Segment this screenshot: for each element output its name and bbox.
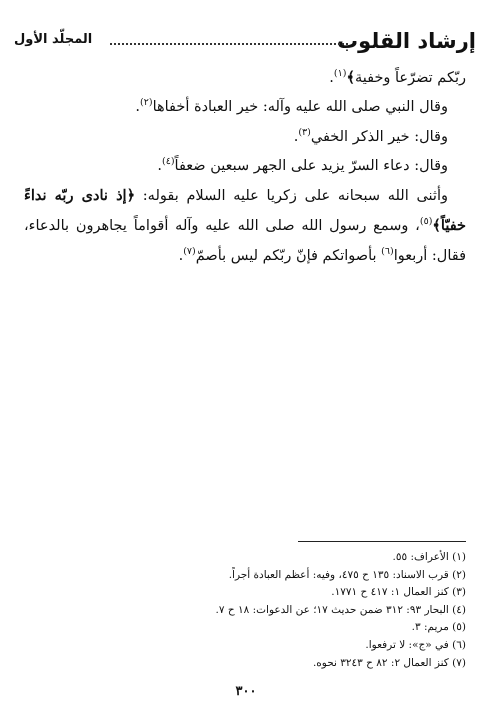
volume-label: المجلّد الأول bbox=[14, 32, 93, 47]
footnotes bbox=[24, 549, 466, 672]
page-header bbox=[14, 26, 476, 60]
footnote-ref-4: (٤) bbox=[161, 156, 175, 168]
book-title: إرشاد القلوب bbox=[337, 29, 476, 53]
footnote-2: (٢) قرب الاسناد: ١٣٥ ح ٤٧٥، وفيه: أعظم العبادة أجراً. bbox=[228, 568, 466, 581]
footnote-4: (٤) البحار ٩٣: ٣١٢ ضمن حديث ١٧؛ عن الدعوات: ١٨ ح ٧. bbox=[215, 603, 466, 616]
body-line-2: وقال النبي صلى الله عليه وآله: خير العبادة أخفاها$^{(٢)}$. bbox=[135, 97, 448, 116]
body-line-3: وقال: خير الذكر الخفي$^{(٣)}$. bbox=[293, 126, 448, 145]
footnote-ref-2: (٢) bbox=[140, 97, 153, 109]
footnote-ref-5: (٥) bbox=[419, 216, 433, 228]
quran-bracket-close: ﴾ bbox=[346, 69, 355, 86]
body-text bbox=[24, 63, 466, 271]
footnote-1: (١) الأعراف: ٥٥. bbox=[392, 551, 466, 563]
header-dotted-leader bbox=[110, 43, 348, 45]
footnote-ref-3: (٣) bbox=[298, 126, 311, 138]
footnote-ref-1: (١) bbox=[333, 68, 347, 80]
page-number: ٣٠٠ bbox=[235, 684, 257, 699]
body-line-1: ربّكم تضرّعاً وخفية﴾$^{(١)}$. bbox=[329, 68, 466, 86]
footnote-3: (٣) كنز العمال ١: ٤١٧ ح ١٧٧١. bbox=[331, 586, 466, 599]
footnote-separator bbox=[298, 541, 466, 542]
footnote-ref-6: (٦) bbox=[381, 245, 394, 257]
quran-quote: إذ نادى ربّه نداءً خفيّاً bbox=[24, 187, 466, 235]
quran-bracket-open: ﴿ bbox=[126, 187, 136, 205]
footnote-5: (٥) مريم: ٣. bbox=[411, 621, 466, 634]
footnote-6: (٦) في «ج»: لا ترفعوا. bbox=[365, 638, 466, 651]
footnote-ref-7: (٧) bbox=[183, 245, 196, 257]
quran-bracket-close: ﴾ bbox=[432, 217, 441, 235]
body-line-4: وقال: دعاء السرّ يزيد على الجهر سبعين ضعفاً$^{(٤)}$. bbox=[157, 156, 448, 174]
body-paragraph-5: وأثنى الله سبحانه على زكريا عليه السلام بقوله: ﴿إذ نادى ربّه نداءً خفيّاً﴾$^{(٥)}$، وسمع رسول الله صلى الله عليه وآله أقواماً يجاهرون بالدعاء، فقال: أربعوا$^{(٦)}$ بأصواتكم فإنّ ربّكم ليس بأصمّ$^{(٧)}$. bbox=[24, 187, 466, 264]
footnote-7: (٧) كنز العمال ٢: ٨٢ ح ٣٢٤٣ نحوه. bbox=[312, 656, 466, 669]
